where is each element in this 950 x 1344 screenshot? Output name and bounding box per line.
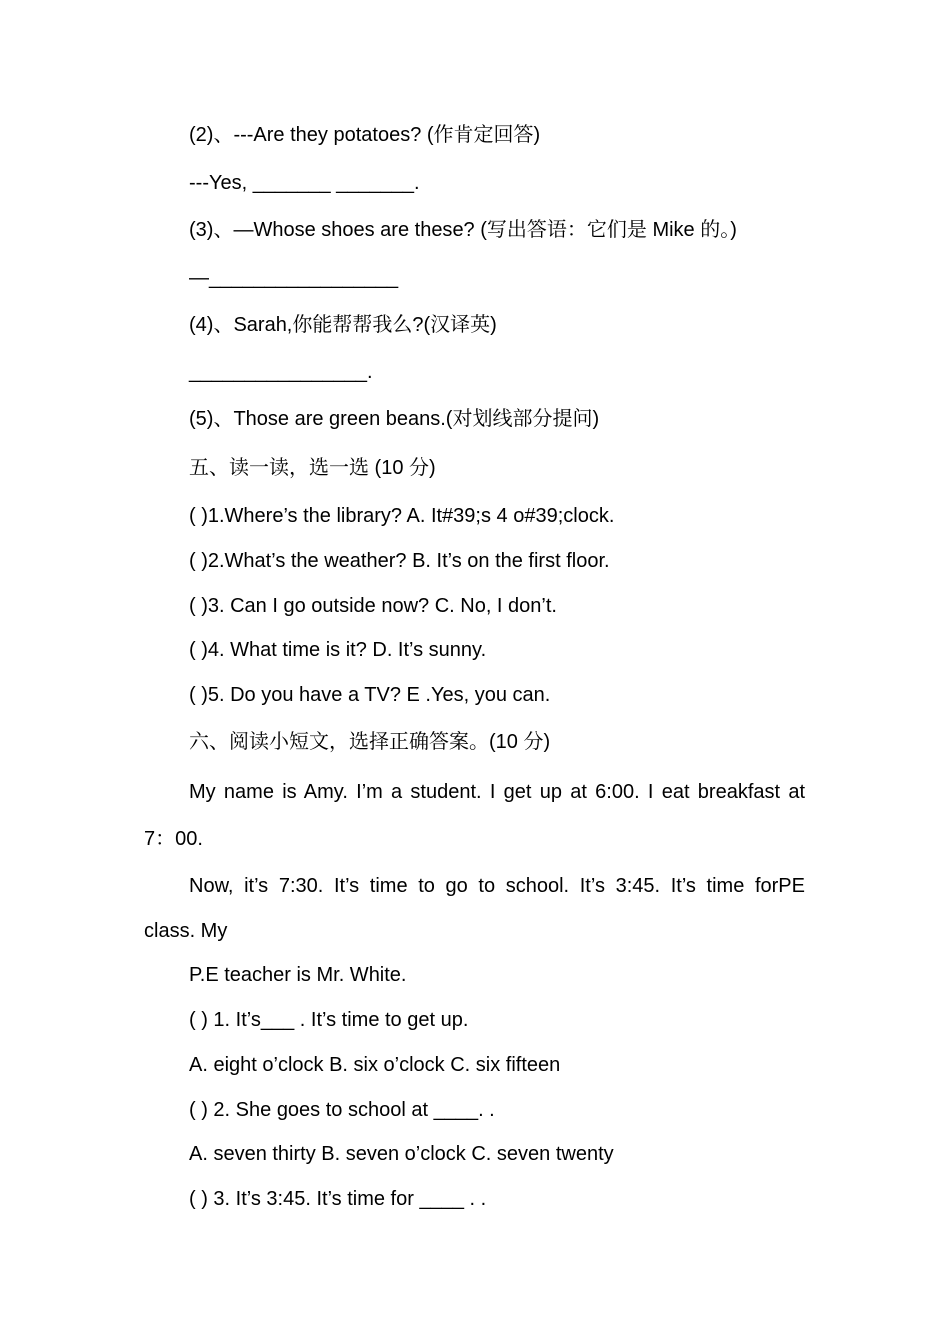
- reading-question-3: ( ) 3. It’s 3:45. It’s time for ____ . .: [189, 1188, 487, 1210]
- reading-question-2: ( ) 2. She goes to school at ____. .: [189, 1099, 495, 1121]
- question-4-prompt: (4)、Sarah,你能帮帮我么?(汉译英): [189, 314, 497, 336]
- match-item-2: ( )2.What’s the weather? B. It’s on the first floor.: [189, 550, 610, 572]
- question-5-prompt: (5)、Those are green beans.(对划线部分提问): [189, 408, 600, 430]
- reading-question-1: ( ) 1. It’s___ . It’s time to get up.: [189, 1009, 469, 1031]
- match-item-1: ( )1.Where’s the library? A. It#39;s 4 o#39;clock.: [189, 505, 615, 527]
- match-item-4: ( )4. What time is it? D. It’s sunny.: [189, 639, 487, 661]
- question-2-prompt: (2)、---Are they potatoes? (作肯定回答): [189, 124, 541, 146]
- passage-line-5: P.E teacher is Mr. White.: [189, 964, 407, 986]
- reading-question-1-options: A. eight o’clock B. six o’clock C. six fifteen: [189, 1054, 561, 1076]
- passage-line-4: class. My: [144, 920, 228, 942]
- section-6-heading: 六、阅读小短文，选择正确答案。(10 分): [189, 731, 551, 753]
- question-2-answer-line: ---Yes, _______ _______.: [189, 172, 420, 194]
- passage-line-3: Now, it’s 7:30. It’s time to go to school. It’s 3:45. It’s time forPE: [189, 875, 805, 897]
- match-item-5: ( )5. Do you have a TV? E .Yes, you can.: [189, 684, 551, 706]
- match-item-3: ( )3. Can I go outside now? C. No, I don’t.: [189, 595, 557, 617]
- passage-line-2: 7：00.: [144, 828, 203, 850]
- passage-line-1: My name is Amy. I’m a student. I get up at 6:00. I eat breakfast at: [189, 781, 805, 803]
- reading-question-2-options: A. seven thirty B. seven o’clock C. seven twenty: [189, 1143, 614, 1165]
- question-3-prompt: (3)、—Whose shoes are these? (写出答语：它们是 Mike 的。): [189, 219, 737, 241]
- question-3-answer-line: —_________________: [189, 267, 399, 289]
- question-4-answer-line: ________________.: [189, 361, 373, 383]
- section-5-heading: 五、读一读，选一选 (10 分): [189, 457, 436, 479]
